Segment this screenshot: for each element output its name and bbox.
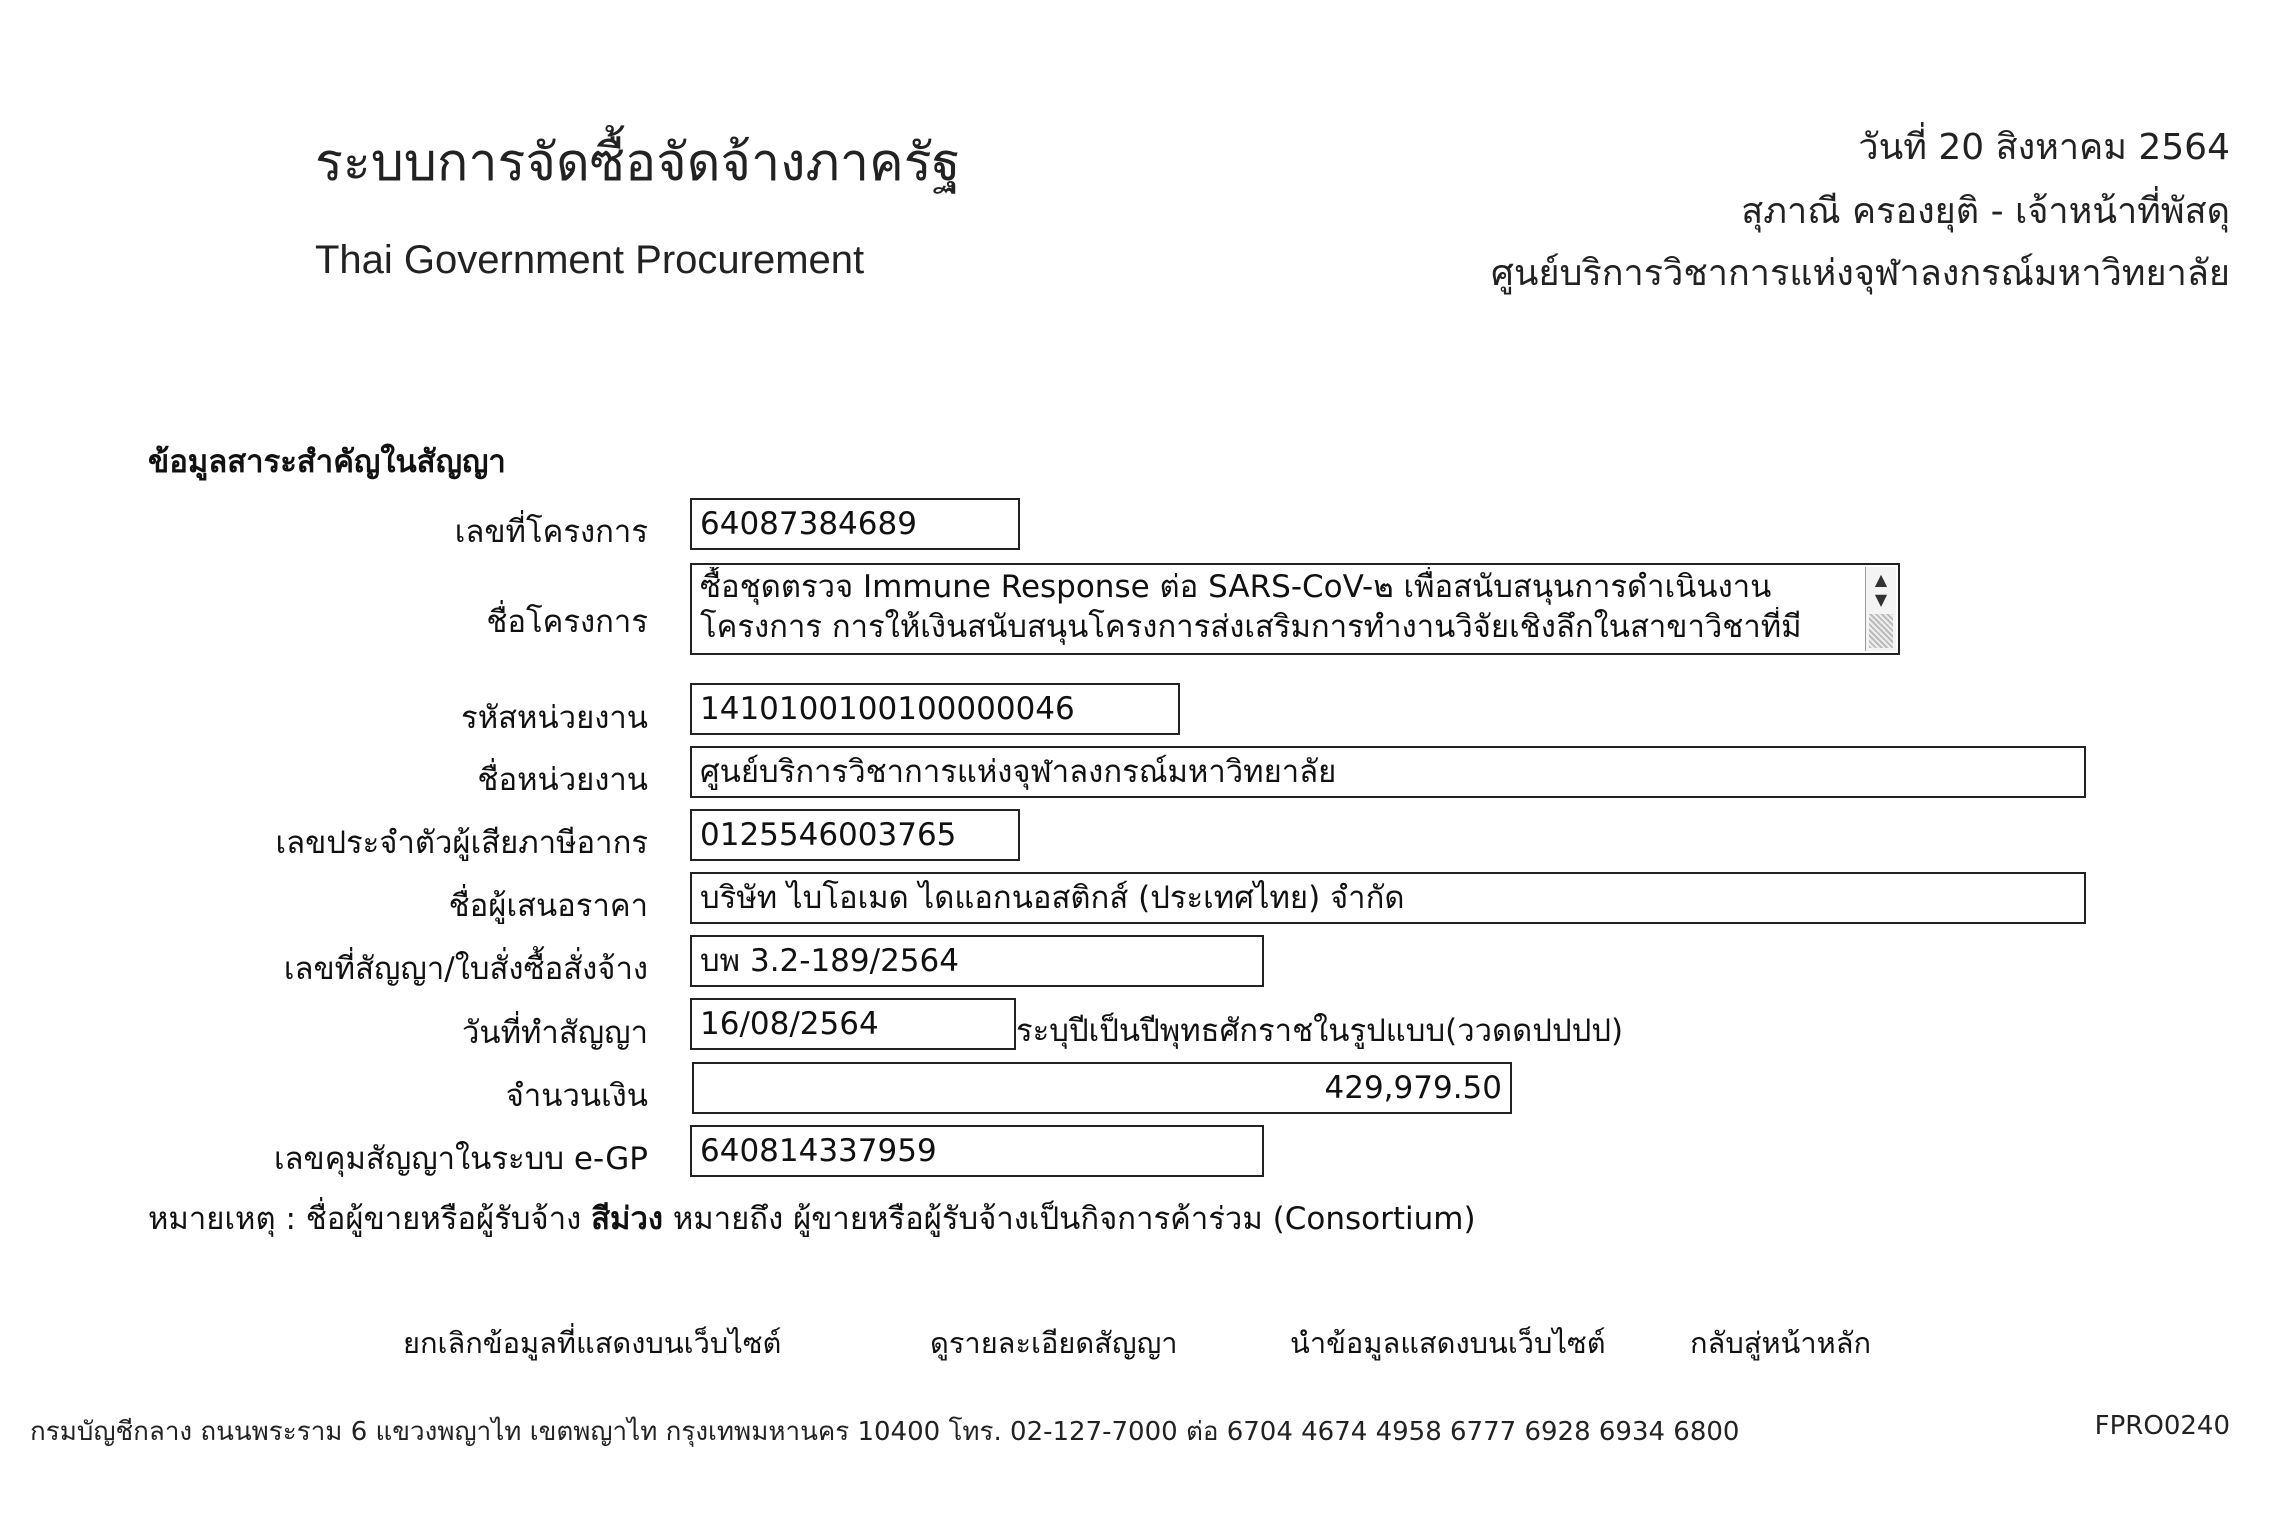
current-date: วันที่ 20 สิงหาคม 2564 [1858,127,2230,168]
app-title-english: Thai Government Procurement [315,238,865,282]
view-contract-link[interactable]: ดูรายละเอียดสัญญา [930,1326,1178,1360]
unit-code-label: รหัสหน่วยงาน [461,700,648,736]
tax-id-label: เลขประจำตัวผู้เสียภาษีอากร [275,825,648,861]
textarea-scrollbar[interactable] [1865,567,1896,651]
tax-id-field[interactable]: 0125546003765 [690,809,1020,861]
page-code: FPRO0240 [2094,1411,2230,1441]
project-name-line-1: ซื้อชุดตรวจ Immune Response ต่อ SARS-CoV-๒ เพื่อสนับสนุนการดำเนินงาน [700,569,1772,605]
agency-name: ศูนย์บริการวิชาการแห่งจุฬาลงกรณ์มหาวิทยาลัย [1491,253,2230,294]
amount-label: จำนวนเงิน [505,1078,648,1114]
amount-field[interactable]: 429,979.50 [692,1062,1512,1114]
scroll-track[interactable] [1869,614,1893,648]
bidder-field[interactable]: บริษัท ไบโอเมด ไดแอกนอสติกส์ (ประเทศไทย) จำกัด [690,872,2086,924]
contract-date-label: วันที่ทำสัญญา [461,1015,648,1051]
project-name-line-2: โครงการ การให้เงินสนับสนุนโครงการส่งเสริมการทำงานวิจัยเชิงลึกในสาขาวิชาที่มี [700,609,1802,645]
egp-no-field[interactable]: 640814337959 [690,1125,1264,1177]
cancel-publish-link[interactable]: ยกเลิกข้อมูลที่แสดงบนเว็บไซต์ [403,1326,782,1360]
project-no-field[interactable]: 64087384689 [690,498,1020,550]
date-format-hint: ระบุปีเป็นปีพุทธศักราชในรูปแบบ(ววดดปปปป) [1016,1013,1624,1049]
egp-no-label: เลขคุมสัญญาในระบบ e-GP [273,1141,648,1177]
user-info: สุภาณี ครองยุติ - เจ้าหน้าที่พัสดุ [1741,191,2230,232]
contract-no-field[interactable]: บพ 3.2-189/2564 [690,935,1264,987]
home-link[interactable]: กลับสู่หน้าหลัก [1690,1326,1872,1360]
consortium-note [148,1193,1476,1243]
contract-date-field[interactable]: 16/08/2564 [690,998,1016,1050]
scroll-up-icon[interactable]: ▲ [1874,570,1888,589]
note-suffix: หมายถึง ผู้ขายหรือผู้รับจ้างเป็นกิจการค้าร่วม (Consortium) [663,1201,1476,1237]
bidder-label: ชื่อผู้เสนอราคา [448,888,648,924]
section-title: ข้อมูลสาระสำคัญในสัญญา [148,444,506,480]
unit-name-field[interactable]: ศูนย์บริการวิชาการแห่งจุฬาลงกรณ์มหาวิทยาลัย [690,746,2086,798]
footer-address: กรมบัญชีกลาง ถนนพระราม 6 แขวงพญาไท เขตพญาไท กรุงเทพมหานคร 10400 โทร. 02-127-7000 ต่อ 6704 4674 4958 6777 6928 6934 6800 [30,1417,1740,1447]
project-no-label: เลขที่โครงการ [454,514,648,550]
publish-link[interactable]: นำข้อมูลแสดงบนเว็บไซต์ [1290,1326,1606,1360]
note-prefix: หมายเหตุ : ชื่อผู้ขายหรือผู้รับจ้าง [148,1201,592,1237]
scroll-down-icon[interactable]: ▼ [1874,590,1888,609]
contract-no-label: เลขที่สัญญา/ใบสั่งซื้อสั่งจ้าง [283,951,648,987]
unit-name-label: ชื่อหน่วยงาน [477,762,648,798]
project-name-label: ชื่อโครงการ [486,604,648,640]
app-title-thai: ระบบการจัดซื้อจัดจ้างภาครัฐ [315,133,961,193]
note-purple-keyword: สีม่วง [591,1201,664,1237]
unit-code-field[interactable]: 1410100100100000046 [690,683,1180,735]
project-name-textarea[interactable] [690,563,1900,655]
